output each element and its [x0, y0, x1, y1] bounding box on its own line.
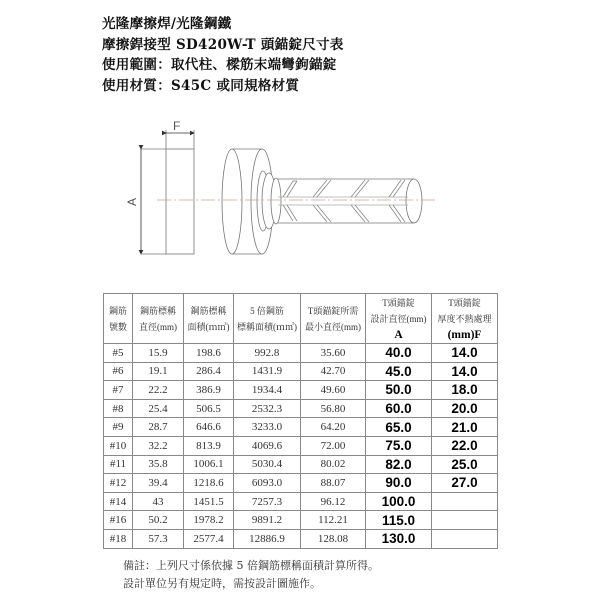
cell-five-times-area: 7257.3 — [234, 492, 301, 511]
cell-min-diameter: 72.00 — [301, 436, 366, 455]
usage-scope: 使用範圍：取代柱、樑筋末端彎鉤錨錠 — [102, 57, 337, 73]
cell-bar-number: #12 — [104, 474, 133, 493]
cell-nominal-diameter: 39.4 — [133, 474, 184, 493]
note-line: 設計單位另有規定時，需按設計圖施作。 — [123, 577, 321, 590]
cell-design-diameter: 40.0 — [366, 344, 432, 363]
cell-min-diameter: 35.60 — [301, 344, 366, 363]
cell-min-diameter: 96.12 — [301, 492, 366, 511]
cell-bar-number: #6 — [104, 362, 133, 381]
rebar — [278, 179, 422, 223]
cell-five-times-area: 5030.4 — [234, 455, 301, 474]
cell-design-diameter: 60.0 — [366, 399, 432, 418]
header-bar-number: 鋼筋 號數 — [104, 294, 133, 344]
cell-nominal-diameter: 28.7 — [133, 418, 184, 437]
table-row — [104, 474, 498, 493]
cell-design-diameter: 115.0 — [366, 511, 432, 530]
cell-five-times-area: 2532.3 — [234, 399, 301, 418]
cell-nominal-area: 1218.6 — [184, 474, 234, 493]
cell-min-diameter: 80.02 — [301, 455, 366, 474]
cell-five-times-area: 6093.0 — [234, 474, 301, 493]
cell-design-diameter: 82.0 — [366, 455, 432, 474]
table-row — [104, 511, 498, 530]
header-nominal-area: 鋼筋標稱 面積(ｍ㎡) — [184, 294, 234, 344]
cell-min-diameter: 128.08 — [301, 529, 366, 548]
document-title: 摩擦銲接型 SD420W-T 頭錨錠尺寸表 — [102, 36, 344, 53]
cell-nominal-diameter: 25.4 — [133, 399, 184, 418]
cell-nominal-diameter: 32.2 — [133, 436, 184, 455]
header-design-diameter: T頭錨錠 設計直徑(mm) A — [366, 294, 432, 344]
cell-design-diameter: 75.0 — [366, 436, 432, 455]
note-line: 備註：上列尺寸係依據 5 倍鋼筋標稱面積計算所得。 — [123, 559, 379, 572]
cell-design-diameter: 100.0 — [366, 492, 432, 511]
table-row — [104, 399, 498, 418]
cell-nominal-diameter: 19.1 — [133, 362, 184, 381]
cell-design-diameter: 90.0 — [366, 474, 432, 493]
dimension-label-f: F — [173, 119, 181, 133]
cell-nominal-area: 1006.1 — [184, 455, 234, 474]
table-row — [104, 418, 498, 437]
header-min-diameter: T頭錨錠所需 最小直徑(mm) — [301, 294, 366, 344]
cell-nominal-area: 1978.2 — [184, 511, 234, 530]
cell-nominal-diameter: 22.2 — [133, 381, 184, 400]
dimension-table — [103, 293, 498, 549]
cell-thickness: 21.0 — [432, 418, 498, 437]
cell-nominal-area: 286.4 — [184, 362, 234, 381]
cell-min-diameter: 49.60 — [301, 381, 366, 400]
cell-nominal-area: 386.9 — [184, 381, 234, 400]
header-nominal-diameter: 鋼筋標稱 直徑(mm) — [133, 294, 184, 344]
cell-thickness — [432, 511, 498, 530]
dimension-label-a: A — [125, 197, 139, 206]
cell-five-times-area: 1431.9 — [234, 362, 301, 381]
material: 使用材質：S45C 或同規格材質 — [102, 77, 300, 94]
anchor-drawing — [0, 0, 600, 290]
cell-nominal-area: 506.5 — [184, 399, 234, 418]
cell-bar-number: #7 — [104, 381, 133, 400]
cell-thickness: 25.0 — [432, 455, 498, 474]
cell-bar-number: #8 — [104, 399, 133, 418]
cell-five-times-area: 3233.0 — [234, 418, 301, 437]
cell-thickness: 22.0 — [432, 436, 498, 455]
cell-nominal-area: 646.6 — [184, 418, 234, 437]
company-name: 光隆摩擦焊/光隆鋼鐵 — [102, 16, 232, 32]
table-row — [104, 529, 498, 548]
header-5x-area: 5 倍鋼筋 標稱面積(ｍ㎡) — [234, 294, 301, 344]
table-row — [104, 492, 498, 511]
cell-bar-number: #5 — [104, 344, 133, 363]
anchor-head — [222, 149, 281, 254]
cell-bar-number: #9 — [104, 418, 133, 437]
header-thickness: T頭錨錠 厚度不熱處理 (mm)F — [432, 294, 498, 344]
cell-design-diameter: 130.0 — [366, 529, 432, 548]
cell-bar-number: #18 — [104, 529, 133, 548]
cell-min-diameter: 64.20 — [301, 418, 366, 437]
notes — [123, 557, 379, 593]
cell-min-diameter: 42.70 — [301, 362, 366, 381]
cell-thickness — [432, 492, 498, 511]
cell-thickness — [432, 529, 498, 548]
cell-nominal-diameter: 15.9 — [133, 344, 184, 363]
cell-min-diameter: 56.80 — [301, 399, 366, 418]
cell-bar-number: #14 — [104, 492, 133, 511]
plate-side-view — [141, 130, 194, 254]
cell-thickness: 14.0 — [432, 362, 498, 381]
cell-bar-number: #10 — [104, 436, 133, 455]
cell-min-diameter: 88.07 — [301, 474, 366, 493]
cell-thickness: 27.0 — [432, 474, 498, 493]
cell-nominal-area: 2577.4 — [184, 529, 234, 548]
cell-nominal-area: 198.6 — [184, 344, 234, 363]
cell-nominal-diameter: 50.2 — [133, 511, 184, 530]
table-header-row — [104, 294, 498, 344]
table-row — [104, 344, 498, 363]
table-row — [104, 436, 498, 455]
table-row — [104, 381, 498, 400]
cell-five-times-area: 1934.4 — [234, 381, 301, 400]
cell-five-times-area: 992.8 — [234, 344, 301, 363]
table-row — [104, 362, 498, 381]
cell-design-diameter: 65.0 — [366, 418, 432, 437]
cell-five-times-area: 12886.9 — [234, 529, 301, 548]
table-row — [104, 455, 498, 474]
cell-bar-number: #11 — [104, 455, 133, 474]
cell-nominal-diameter: 43 — [133, 492, 184, 511]
cell-design-diameter: 50.0 — [366, 381, 432, 400]
cell-design-diameter: 45.0 — [366, 362, 432, 381]
cell-thickness: 14.0 — [432, 344, 498, 363]
cell-thickness: 20.0 — [432, 399, 498, 418]
cell-thickness: 18.0 — [432, 381, 498, 400]
cell-nominal-diameter: 35.8 — [133, 455, 184, 474]
cell-five-times-area: 4069.6 — [234, 436, 301, 455]
cell-five-times-area: 9891.2 — [234, 511, 301, 530]
cell-nominal-area: 813.9 — [184, 436, 234, 455]
cell-nominal-area: 1451.5 — [184, 492, 234, 511]
cell-nominal-diameter: 57.3 — [133, 529, 184, 548]
cell-min-diameter: 112.21 — [301, 511, 366, 530]
cell-bar-number: #16 — [104, 511, 133, 530]
